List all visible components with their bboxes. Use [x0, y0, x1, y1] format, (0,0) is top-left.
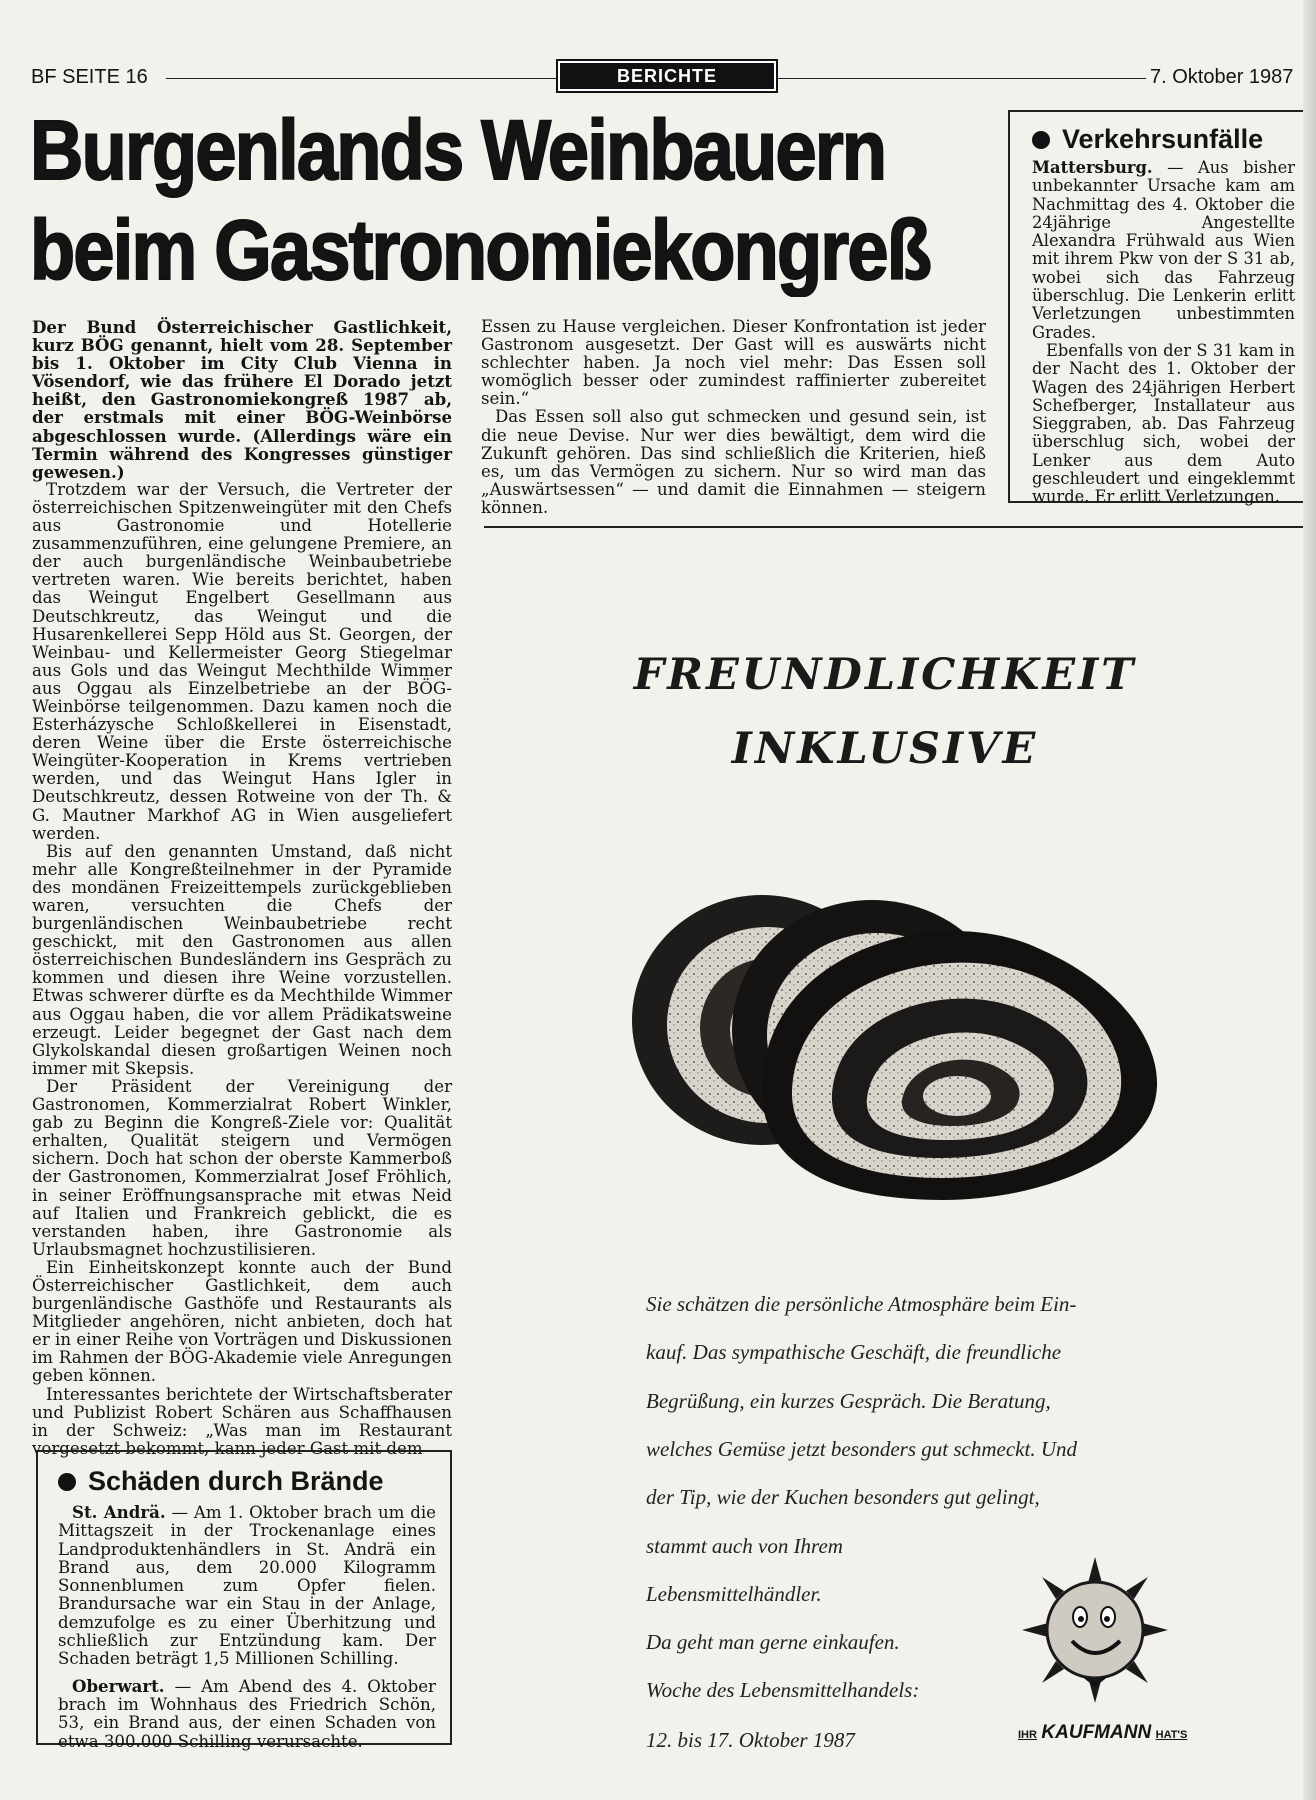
ad-copy-line: Sie schätzen die persönliche Atmosphäre beim Ein-	[646, 1292, 1077, 1316]
news-text: — Aus bisher unbekannter Ursache kam am Nachmittag des 4. Oktober die 24jährige Angestellte Alexandra Frühwald aus Wien mit ihrem Pkw von der S 31 ab, wobei sich das Fahrzeug überschlug. Die Lenkerin erlitt Verletzungen unbestimmten Grades.	[1032, 158, 1295, 342]
bullet-icon	[58, 1473, 76, 1491]
article-column-2	[481, 318, 986, 517]
news-item	[58, 1677, 436, 1751]
ad-copy-line: stammt auch von Ihrem	[646, 1534, 843, 1558]
place-name: Oberwart.	[72, 1675, 165, 1696]
brand-logo	[1018, 1722, 1187, 1744]
ad-copy-line: Woche des Lebensmittelhandels:	[646, 1678, 920, 1702]
article-paragraph: Essen zu Hause vergleichen. Dieser Konfrontation ist jeder Gastronom ausgesetzt. Der Gast will es auswärts nicht schlechter haben. Ja noch viel mehr: Das Essen soll womöglich besser oder zumindest raffinierter zubereitet sein.“	[481, 317, 986, 409]
section-divider	[484, 526, 1308, 528]
ad-copy-line: Da geht man gerne einkaufen.	[646, 1630, 900, 1654]
article-paragraph: Bis auf den genannten Umstand, daß nicht mehr alle Kongreßteilnehmer in der Pyramide des mondänen Freizeittempels zurückgeblieben waren, versuchten die Chefs der burgenländischen Weinbaubetriebe recht geschickt, mit den Gastronomen aus allen österreichischen Bundesländern ins Gespräch zu kommen und diesen ihre Weine vorzustellen. Etwas schwerer dürfte es da Mechthilde Wimmer aus Oggau haben, die vor allem Prädikatsweine erzeugt. Leider begegnet der Gast nach dem Glykolskandal diesen großartigen Weinen noch immer mit Skepsis.	[32, 841, 452, 1078]
logo-suffix: HAT'S	[1155, 1729, 1188, 1741]
page-title	[30, 100, 931, 300]
news-box-traffic-accidents	[1008, 110, 1308, 507]
box-text	[1032, 159, 1295, 507]
header-rule-left	[166, 78, 556, 79]
news-box-fire-damage	[36, 1450, 452, 1751]
rubric-label: BERICHTE	[560, 63, 774, 89]
logo-brand: KAUFMANN	[1041, 1722, 1152, 1743]
article-paragraph: Der Präsident der Vereinigung der Gastronomen, Kommerzialrat Robert Winkler, gab zu Beginn die Kongreß-Ziele vor: Qualität erhalten, Qualität steigern und Vermögen sichern. Doch hat schon der oberste Kammerboß der Gastronomen, Kommerzialrat Josef Fröhlich, in seiner Eröffnungsansprache mit etwas Neid auf Italien und Frankreich geblickt, die es verstanden haben, ihre Gastronomie als Urlaubsmagnet hochzustilisieren.	[32, 1076, 452, 1259]
bullet-icon	[1032, 131, 1050, 149]
news-text: — Am Abend des 4. Oktober brach im Wohnhaus des Friedrich Schön, 53, ein Brand aus, der einen Schaden von etwa 300.000 Schilling verursachte.	[58, 1676, 436, 1751]
ad-copy-line: Begrüßung, ein kurzes Gespräch. Die Beratung,	[646, 1389, 1051, 1413]
bread-roll-illustration	[612, 860, 1172, 1220]
headline-line-2: beim Gastronomiekongreß	[30, 203, 931, 297]
news-item: Ebenfalls von der S 31 kam in der Nacht des 1. Oktober der Wagen des 24jährigen Herbert Schefberger, Installateur aus Sieggraben, ab. Das Fahrzeug überschlug sich, wobei der Lenker aus dem Auto geschleudert und eingeklemmt wurde. Er erlitt Verletzungen.	[1032, 340, 1295, 507]
ad-copy-line: Lebensmittelhändler.	[646, 1582, 822, 1606]
article-paragraph: Das Essen soll also gut schmecken und gesund sein, ist die neue Devise. Nur wer dies bewältigt, dem wird die Zukunft gehören. Das sind schließlich die Kriterien, hieß es, um das Vermögen zu sichern. Nur so wird man das „Auswärtsessen“ — und damit die Einnahmen — steigern können.	[481, 407, 986, 517]
logo-prefix: IHR	[1018, 1729, 1037, 1741]
box-title	[58, 1466, 436, 1497]
section-rubric	[556, 59, 778, 93]
headline-line-1: Burgenlands Weinbauern	[30, 103, 886, 197]
news-text: — Am 1. Oktober brach um die Mittagszeit in der Trockenanlage eines Landproduktenhändlers in St. Andrä ein Brand aus, dem 20.000 Kilogramm Sonnenblumen zum Opfer fielen. Brandursache war ein Stau in der Anlage, demzufolge es zu einer Überhitzung und schließlich zur Entzündung kam. Der Schaden beträgt 1,5 Millionen Schilling.	[58, 1503, 436, 1669]
place-name: Mattersburg.	[1032, 158, 1153, 177]
ad-title-line-2: INKLUSIVE	[731, 724, 1039, 774]
box-title-text: Verkehrsunfälle	[1062, 124, 1264, 154]
ad-copy-line: der Tip, wie der Kuchen besonders gut gelingt,	[646, 1485, 1040, 1509]
page-label: BF SEITE 16	[31, 66, 148, 88]
box-title	[1032, 124, 1295, 155]
ad-copy-line: 12. bis 17. Oktober 1987	[646, 1728, 855, 1752]
ad-title-line-1: FREUNDLICHKEIT	[633, 650, 1137, 700]
article-paragraph: Interessantes berichtete der Wirtschaftsberater und Publizist Robert Schären aus Schaffhausen in der Schweiz: „Was man im Restaurant vorgesetzt bekommt, kann jeder Gast mit dem	[32, 1384, 452, 1458]
header-rule-right	[778, 78, 1146, 79]
article-paragraph: Trotzdem war der Versuch, die Vertreter der österreichischen Spitzenweingüter mit den Chefs aus Gastronomie und Hotellerie zusammenzuführen, eine gelungene Premiere, an der auch burgenländische Weinbaubetriebe vertreten waren. Wie bereits berichtet, haben das Weingut Engelbert Gesellmann aus Deutschkreutz, das Weingut und die Husarenkellerei Sepp Höld aus St. Georgen, der Weinbau- und Kellermeister Georg Stiegelmar aus Gols und das Weingut Mechthilde Wimmer aus Oggau als Einzelbetriebe an der BÖG-Weinbörse teilgenommen. Dazu kamen noch die Esterházysche Schloßkellerei in Eisenstadt, deren Weine über die Erste österreichische Weingüter-Kooperation in Krems vertrieben werden, und das Weingut Hans Igler in Deutschkreutz, dessen Rotweine von der Th. & G. Mautner Markhof AG in Wien ausgeliefert werden.	[32, 479, 452, 843]
place-name: St. Andrä.	[72, 1502, 166, 1522]
article-paragraph: Ein Einheitskonzept konnte auch der Bund Österreichischer Gastlichkeit, dem auch burgenländische Gasthöfe und Restaurants als Mitglieder angehören, nicht anbieten, doch hat er in einer Reihe von Vorträgen und Diskussionen im Rahmen der BÖG-Akademie viele Anregungen geben können.	[32, 1257, 452, 1386]
sun-mascot-icon	[1020, 1555, 1170, 1705]
page-edge	[1303, 0, 1316, 1800]
box-title-text: Schäden durch Brände	[88, 1466, 384, 1496]
box-text	[58, 1503, 436, 1751]
ad-copy-line: kauf. Das sympathische Geschäft, die freundliche	[646, 1340, 1062, 1364]
ad-copy-line: welches Gemüse jetzt besonders gut schmeckt. Und	[646, 1437, 1077, 1461]
news-item	[58, 1503, 436, 1669]
issue-date: 7. Oktober 1987	[1150, 66, 1294, 88]
news-item	[1032, 159, 1295, 342]
article-column-1	[32, 317, 452, 1458]
article-lead: Der Bund Österreichischer Gastlichkeit, kurz BÖG genannt, hielt vom 28. September bis 1. Oktober im City Club Vienna in Vösendorf, wie das frühere El Dorado jetzt heißt, den Gastronomiekongreß 1987 ab, der erstmals mit einer BÖG-Weinbörse abgeschlossen wurde. (Allerdings wäre ein Termin während des Kongresses günstiger gewesen.)	[32, 317, 452, 482]
